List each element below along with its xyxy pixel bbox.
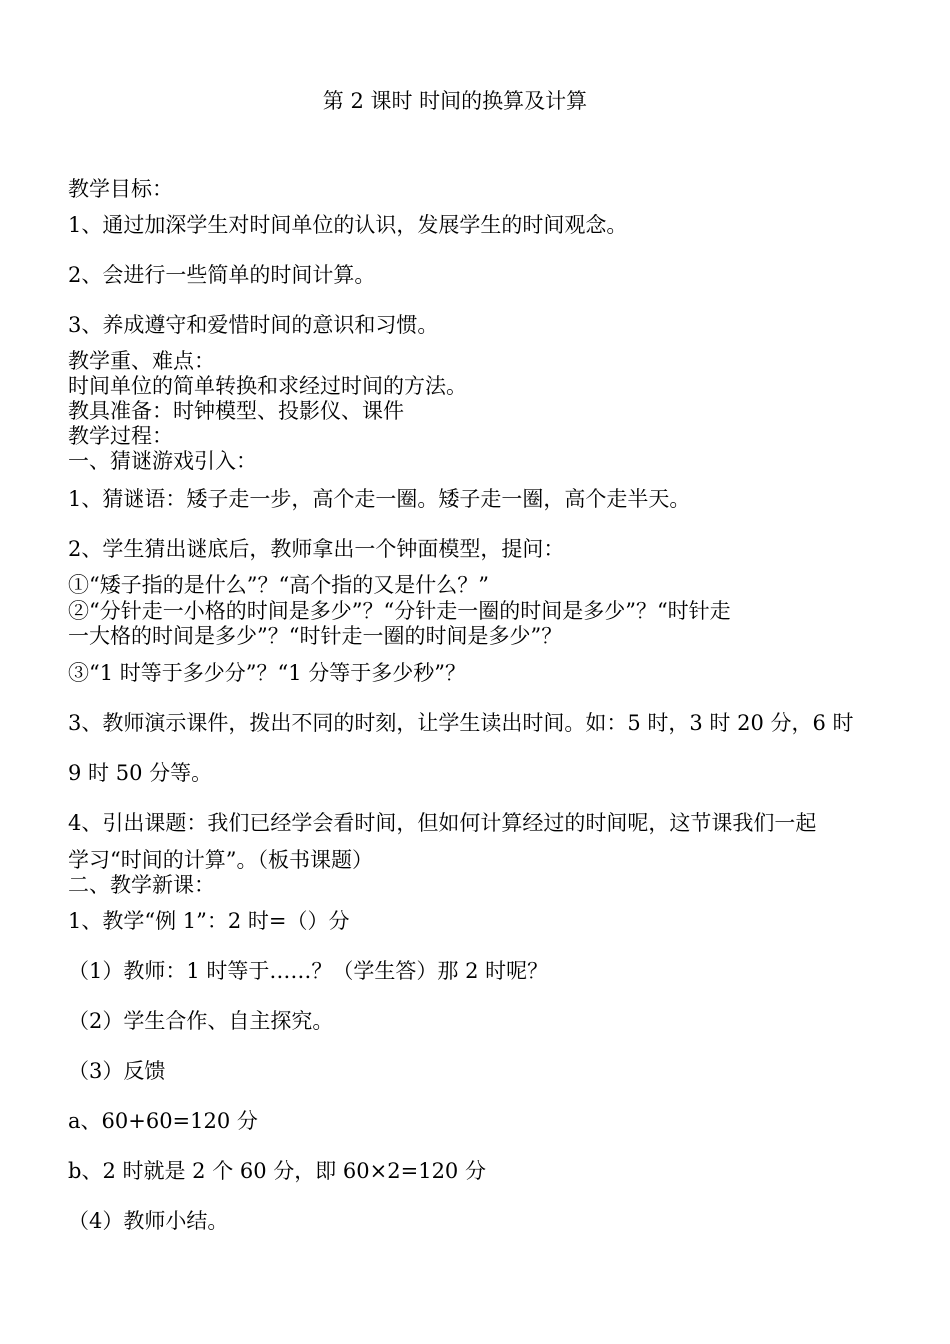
question-1: ①“矮子指的是什么”？“高个指的又是什么？” xyxy=(68,573,489,597)
section-1-heading: 一、猜谜游戏引入： xyxy=(68,449,257,473)
question-2-line-1: ②“分针走一小格的时间是多少”？“分针走一圈的时间是多少”？“时针走 xyxy=(68,599,731,623)
key-points-heading: 教学重、难点： xyxy=(68,349,215,373)
section-1-item-4-line-1: 4、引出课题：我们已经学会看时间，但如何计算经过的时间呢，这节课我们一起 xyxy=(68,811,817,835)
question-3: ③“1 时等于多少分”？“1 分等于多少秒”？ xyxy=(68,661,467,685)
key-points-text: 时间单位的简单转换和求经过时间的方法。 xyxy=(68,374,467,398)
process-heading: 教学过程： xyxy=(68,424,173,448)
question-2-line-2: 一大格的时间是多少”？“时针走一圈的时间是多少”？ xyxy=(68,624,563,648)
section-2-heading: 二、教学新课： xyxy=(68,873,215,897)
section-1-item-3-line-2: 9 时 50 分等。 xyxy=(68,761,213,785)
section-1-item-3-line-1: 3、教师演示课件，拨出不同的时刻，让学生读出时间。如：5 时，3 时 20 分，6 时 xyxy=(68,711,854,735)
objective-3: 3、养成遵守和爱惜时间的意识和习惯。 xyxy=(68,313,439,337)
document-title: 第 2 课时 时间的换算及计算 xyxy=(322,89,588,113)
answer-b: b、2 时就是 2 个 60 分，即 60×2=120 分 xyxy=(68,1159,486,1183)
step-1: （1）教师：1 时等于……？（学生答）那 2 时呢？ xyxy=(68,959,549,983)
example-1: 1、教学“例 1”：2 时=（）分 xyxy=(68,909,350,933)
step-2: （2）学生合作、自主探究。 xyxy=(68,1009,334,1033)
objective-2: 2、会进行一些简单的时间计算。 xyxy=(68,263,376,287)
step-4: （4）教师小结。 xyxy=(68,1209,229,1233)
objectives-heading: 教学目标： xyxy=(68,177,173,201)
section-1-item-2: 2、学生猜出谜底后，教师拿出一个钟面模型，提问： xyxy=(68,537,565,561)
answer-a: a、60+60=120 分 xyxy=(68,1109,258,1133)
step-3: （3）反馈 xyxy=(68,1059,166,1083)
objective-1: 1、通过加深学生对时间单位的认识，发展学生的时间观念。 xyxy=(68,213,628,237)
materials-text: 教具准备：时钟模型、投影仪、课件 xyxy=(68,399,404,423)
section-1-item-1: 1、猜谜语：矮子走一步，高个走一圈。矮子走一圈，高个走半天。 xyxy=(68,487,691,511)
section-1-item-4-line-2: 学习“时间的计算”。（板书课题） xyxy=(68,848,373,872)
